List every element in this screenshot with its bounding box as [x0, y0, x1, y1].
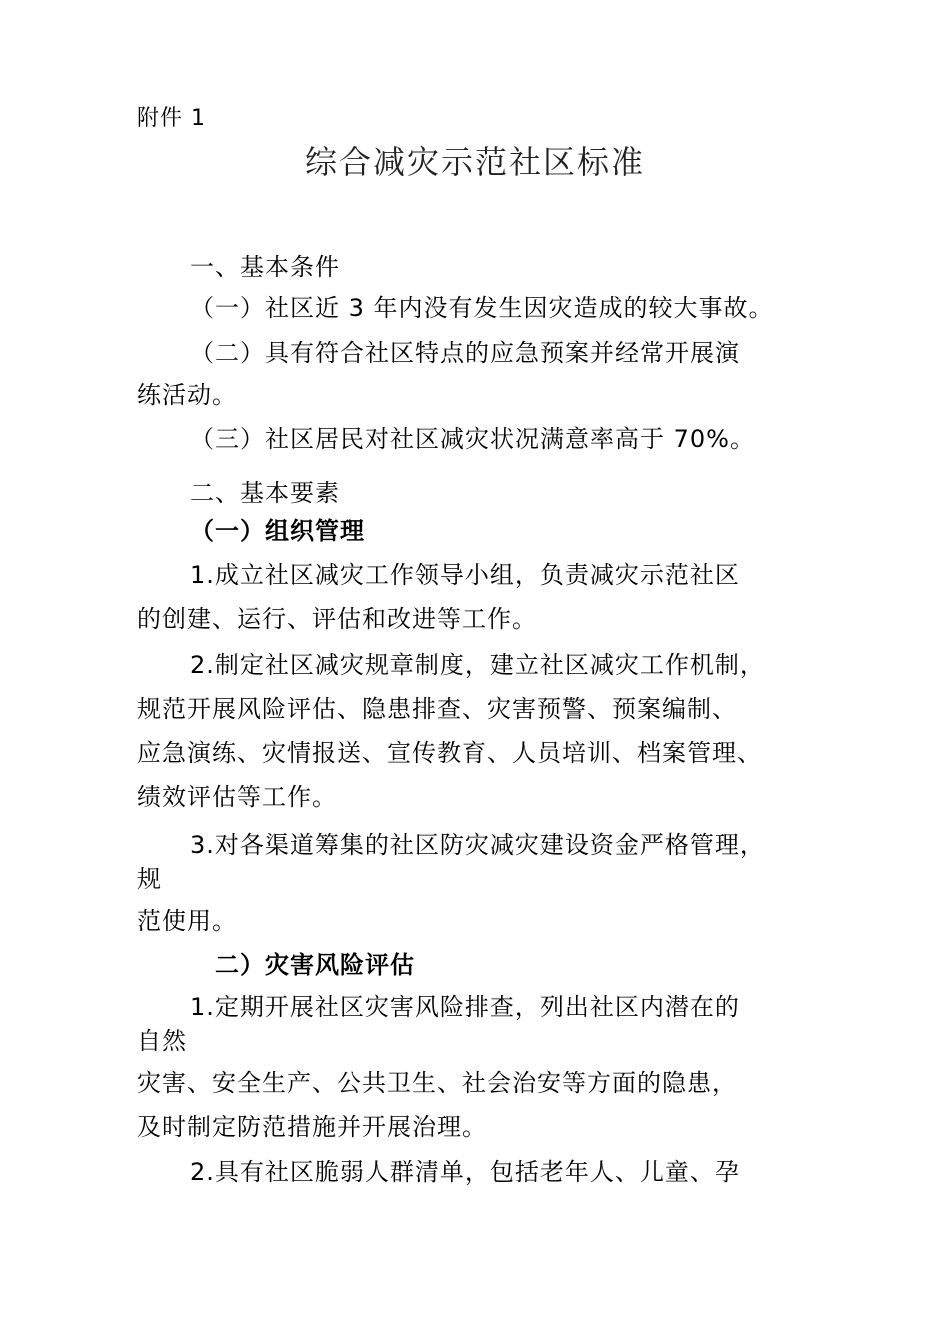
paragraph-line: 练活动。: [137, 381, 237, 409]
paragraph-line: 应急演练、灾情报送、宣传教育、人员培训、档案管理、: [137, 739, 762, 767]
section-heading-basic-elements: 二、基本要素: [190, 479, 340, 507]
paragraph-line: 2.制定社区减灾规章制度，建立社区减灾工作机制，: [190, 651, 765, 679]
paragraph-line: 1.成立社区减灾工作领导小组，负责减灾示范社区: [190, 561, 740, 589]
paragraph-line: 的创建、运行、评估和改进等工作。: [137, 605, 537, 633]
paragraph-line: （二）具有符合社区特点的应急预案并经常开展演: [190, 339, 740, 367]
paragraph-line: （一）社区近 3 年内没有发生因灾造成的较大事故。: [190, 294, 774, 322]
subsection-heading-risk-assessment: 二）灾害风险评估: [215, 951, 415, 979]
paragraph-line: 及时制定防范措施并开展治理。: [137, 1113, 487, 1141]
subsection-heading-organization: （一）组织管理: [190, 517, 365, 545]
paragraph-line: 绩效评估等工作。: [137, 783, 337, 811]
paragraph-line: 规: [137, 865, 162, 893]
attachment-label: 附件 1: [137, 106, 206, 131]
paragraph-line: 1.定期开展社区灾害风险排查，列出社区内潜在的: [190, 993, 740, 1021]
paragraph-line: 3.对各渠道筹集的社区防灾减灾建设资金严格管理，: [190, 831, 765, 859]
paragraph-line: 2.具有社区脆弱人群清单，包括老年人、儿童、孕: [190, 1158, 740, 1186]
paragraph-line: 规范开展风险评估、隐患排查、灾害预警、预案编制、: [137, 695, 737, 723]
page-title: 综合减灾示范社区标准: [304, 143, 645, 181]
section-heading-basic-conditions: 一、基本条件: [190, 253, 340, 281]
paragraph-line: 灾害、安全生产、公共卫生、社会治安等方面的隐患，: [137, 1069, 737, 1097]
paragraph-line: （三）社区居民对社区减灾状况满意率高于 70%。: [190, 425, 755, 453]
paragraph-line: 自然: [137, 1027, 187, 1055]
paragraph-line: 范使用。: [137, 907, 237, 935]
